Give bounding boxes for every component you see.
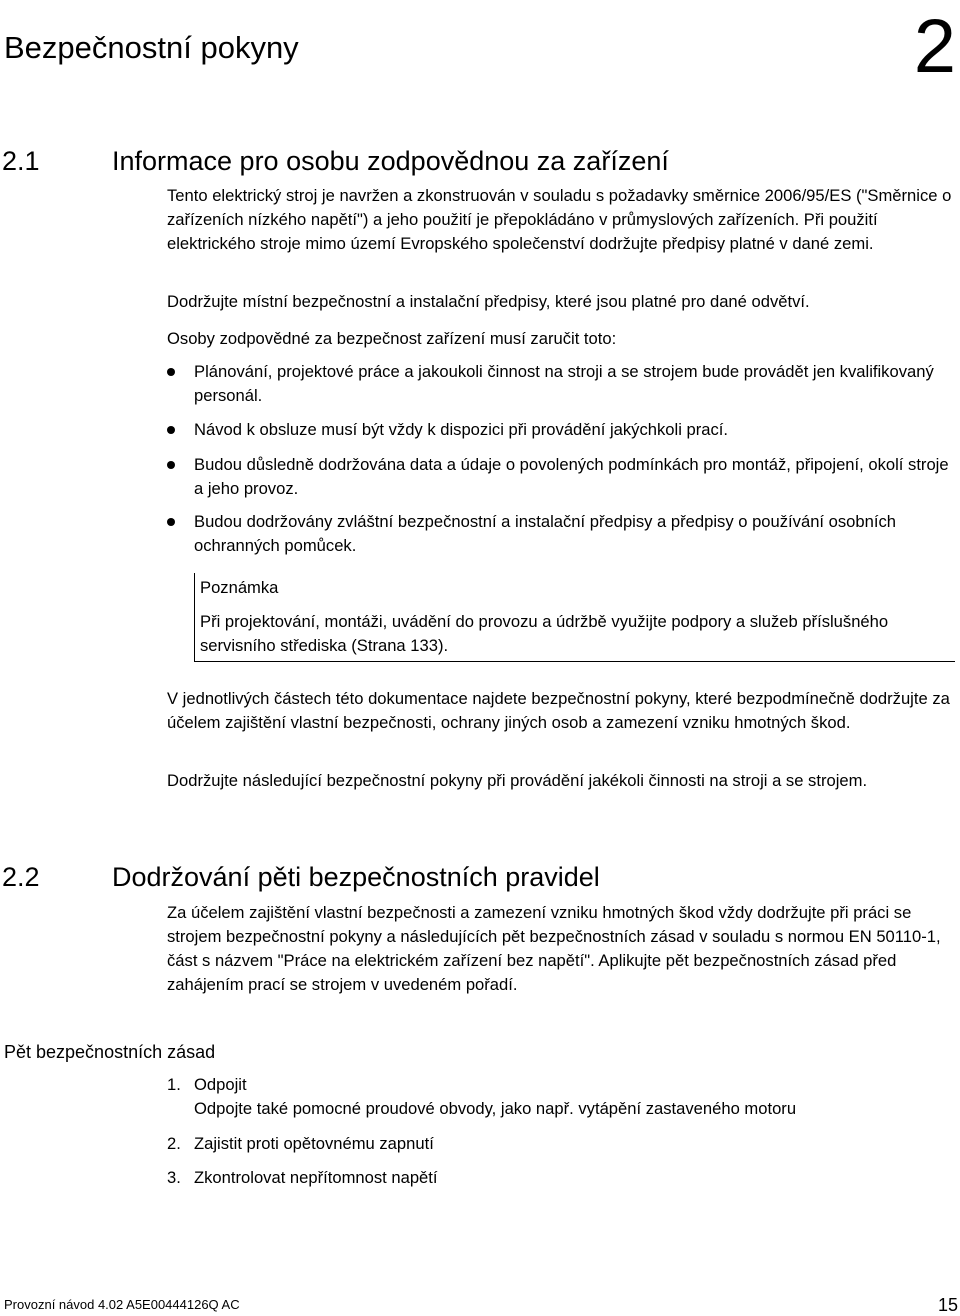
list-item: Budou dodržovány zvláštní bezpečnostní a instalační předpisy a předpisy o používání osobních ochranných pomůcek.: [194, 512, 896, 555]
list-item: Budou důsledně dodržována data a údaje o povolených podmínkách pro montáž, připojení, okolí stroje a jeho provoz.: [194, 455, 949, 498]
chapter-title: Bezpečnostní pokyny: [4, 30, 299, 65]
paragraph: Za účelem zajištění vlastní bezpečnosti a zamezení vzniku hmotných škod vždy dodržujte při práci se strojem bezpečnostní pokyny a následujících pět bezpečnostních zásad v souladu s normou EN 50110-1, část s názvem "Práce na elektrickém zařízení bez napětí". Aplikujte pět bezpečnostních zásad před zahájením prací se strojem v uvedeném pořadí.: [167, 903, 941, 994]
list-number: 3.: [167, 1168, 181, 1187]
list-item-title: Zajistit proti opětovnému zapnutí: [194, 1134, 434, 1153]
paragraph: Dodržujte následující bezpečnostní pokyny při provádění jakékoli činnosti na stroji a se strojem.: [167, 771, 868, 790]
bullet-icon: [167, 461, 175, 469]
page-number: 15: [937, 1295, 958, 1315]
section-number: 2.1: [2, 146, 40, 176]
list-item-detail: Odpojte také pomocné proudové obvody, jako např. vytápění zastaveného motoru: [194, 1099, 797, 1118]
paragraph: Dodržujte místní bezpečnostní a instalační předpisy, které jsou platné pro dané odvětví.: [167, 292, 810, 311]
list-item: Plánování, projektové práce a jakoukoli činnost na stroji a se strojem bude provádět jen kvalifikovaný personál.: [194, 362, 934, 405]
list-item: Návod k obsluze musí být vždy k dispozici při provádění jakýchkoli prací.: [194, 420, 728, 439]
list-number: 1.: [167, 1075, 181, 1094]
note-title: Poznámka: [200, 578, 279, 597]
footer-doc-ref: Provozní návod 4.02 A5E00444126Q AC: [4, 1297, 240, 1312]
bullet-icon: [167, 368, 175, 376]
section-title: Informace pro osobu zodpovědnou za zařízení: [112, 146, 669, 176]
section-title: Dodržování pěti bezpečnostních pravidel: [112, 862, 600, 892]
list-item-title: Zkontrolovat nepřítomnost napětí: [194, 1168, 438, 1187]
paragraph: Tento elektrický stroj je navržen a zkonstruován v souladu s požadavky směrnice 2006/95/ES ("Směrnice o zařízeních nízkého napětí") a jeho použití je přepokládáno v průmyslových zařízeních. Při použití elektrického stroje mimo území Evropského společenství dodržujte předpisy platné v dané zemi.: [167, 186, 952, 253]
chapter-number: 2: [913, 4, 956, 89]
bullet-icon: [167, 426, 175, 434]
section-number: 2.2: [2, 862, 40, 892]
note-text: Při projektování, montáži, uvádění do provozu a údržbě využijte podpory a služeb příslušného servisního střediska (Strana 133).: [200, 612, 889, 655]
list-number: 2.: [167, 1134, 181, 1153]
subheading: Pět bezpečnostních zásad: [4, 1042, 216, 1062]
paragraph: V jednotlivých částech této dokumentace najdete bezpečnostní pokyny, které bezpodmínečně dodržujte za účelem zajištění vlastní bezpečnosti, ochrany jiných osob a zamezení vzniku hmotných škod.: [167, 689, 950, 732]
paragraph: Osoby zodpovědné za bezpečnost zařízení musí zaručit toto:: [167, 329, 617, 348]
list-item-title: Odpojit: [194, 1075, 247, 1094]
bullet-icon: [167, 518, 175, 526]
